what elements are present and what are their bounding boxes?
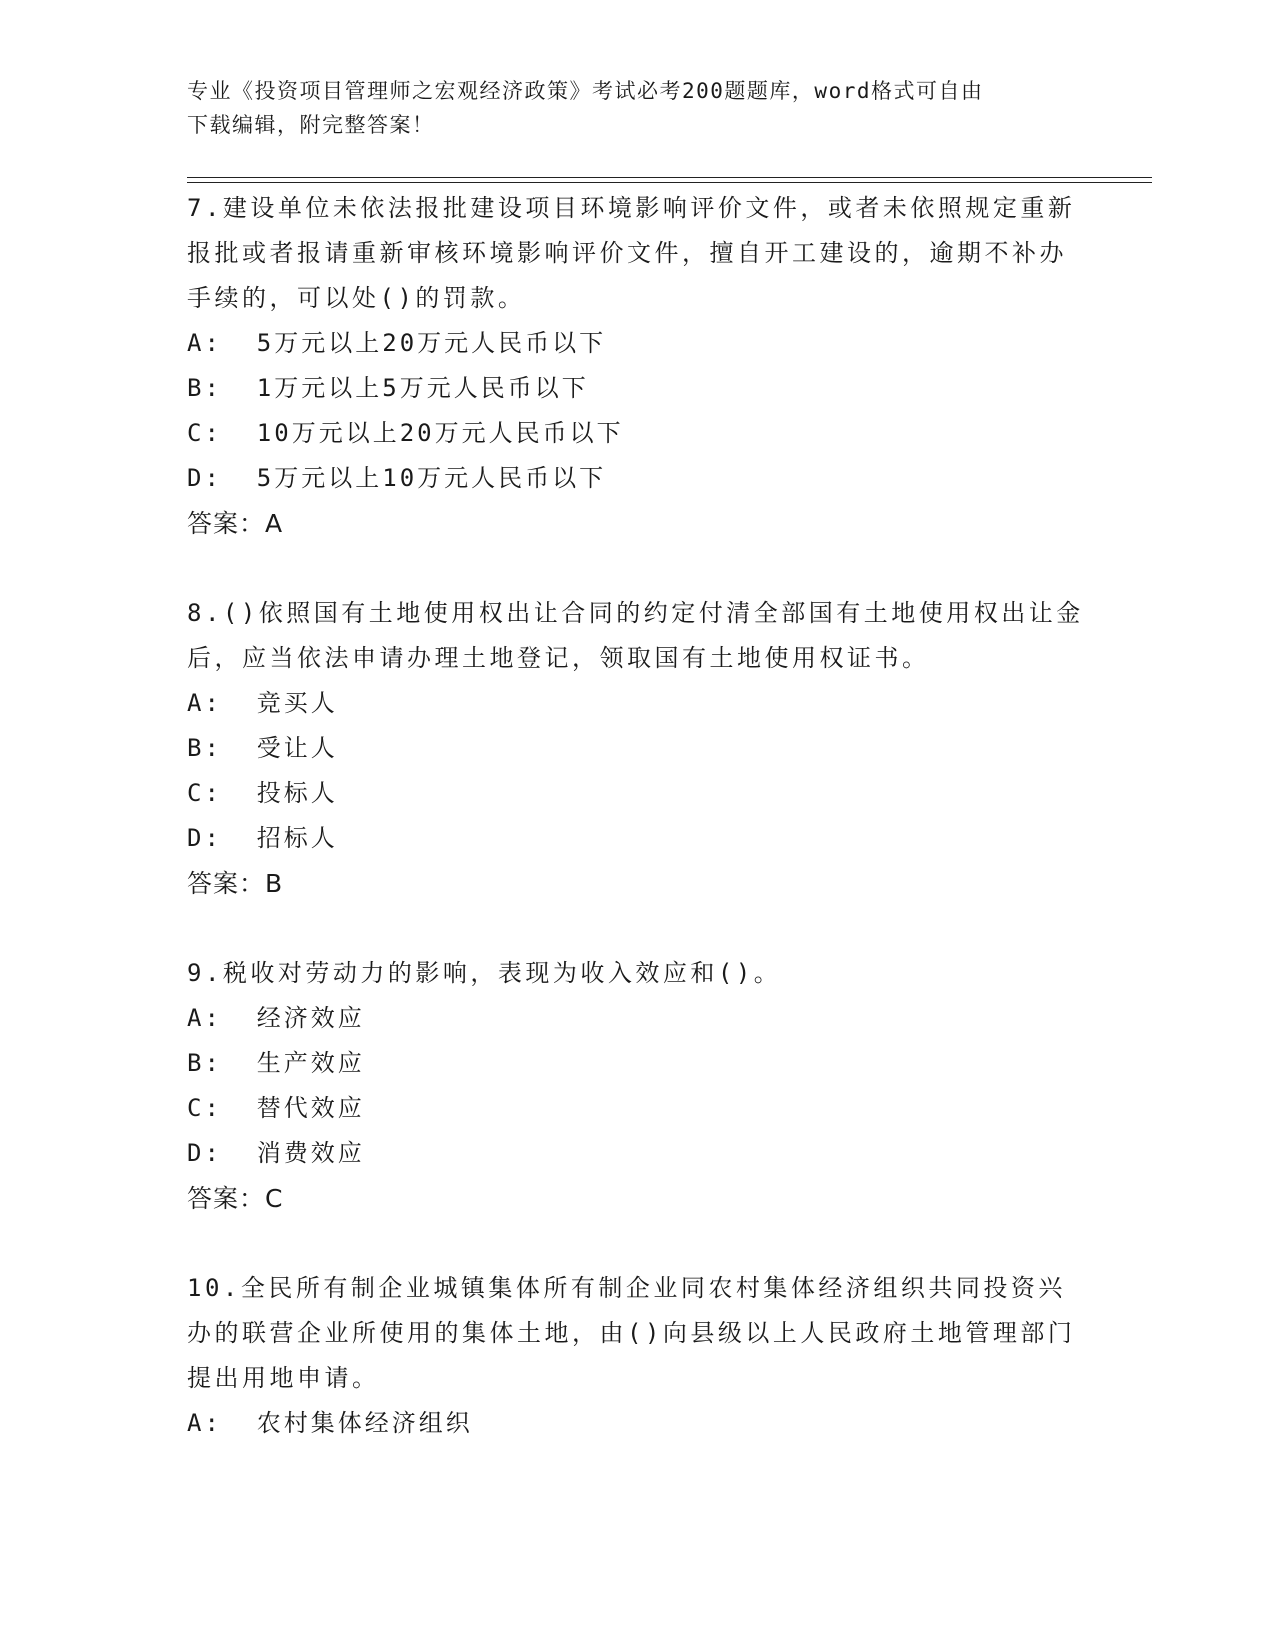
question-10: [187, 1266, 1087, 1446]
option-a: A: 农村集体经济组织: [187, 1409, 473, 1437]
answer: 答案：B: [187, 869, 284, 898]
option-d: D: 5万元以上10万元人民币以下: [187, 464, 607, 492]
header-line-1: 专业《投资项目管理师之宏观经济政策》考试必考200题题库，word格式可自由: [187, 79, 984, 103]
question-gap: [187, 906, 1087, 951]
option-b: B: 受让人: [187, 734, 338, 762]
option-c: C: 替代效应: [187, 1094, 365, 1122]
question-8: [187, 591, 1087, 906]
question-9: [187, 951, 1087, 1221]
option-a: A: 5万元以上20万元人民币以下: [187, 329, 607, 357]
question-list: [187, 186, 1087, 1446]
question-7: [187, 186, 1087, 546]
option-a: A: 竞买人: [187, 689, 338, 717]
question-stem: 10.全民所有制企业城镇集体所有制企业同农村集体经济组织共同投资兴办的联营企业所使用的集体土地，由()向县级以上人民政府土地管理部门提出用地申请。: [187, 1274, 1076, 1392]
question-gap: [187, 546, 1087, 591]
question-stem: 8.()依照国有土地使用权出让合同的约定付清全部国有土地使用权出让金后，应当依法申请办理土地登记，领取国有土地使用权证书。: [187, 599, 1084, 672]
question-stem: 7.建设单位未依法报批建设项目环境影响评价文件，或者未依照规定重新报批或者报请重新审核环境影响评价文件，擅自开工建设的，逾期不补办手续的，可以处()的罚款。: [187, 194, 1076, 312]
answer: 答案：A: [187, 509, 284, 538]
option-d: D: 消费效应: [187, 1139, 365, 1167]
document-header: [187, 74, 1087, 142]
header-divider-bottom: [187, 182, 1152, 183]
question-gap: [187, 1221, 1087, 1266]
option-b: B: 生产效应: [187, 1049, 365, 1077]
header-line-2: 下载编辑，附完整答案！: [187, 113, 435, 137]
question-stem: 9.税收对劳动力的影响，表现为收入效应和()。: [187, 959, 782, 987]
option-c: C: 10万元以上20万元人民币以下: [187, 419, 624, 447]
answer: 答案：C: [187, 1184, 284, 1213]
header-divider-top: [187, 177, 1152, 178]
option-a: A: 经济效应: [187, 1004, 365, 1032]
option-b: B: 1万元以上5万元人民币以下: [187, 374, 589, 402]
option-d: D: 招标人: [187, 824, 338, 852]
option-c: C: 投标人: [187, 779, 338, 807]
